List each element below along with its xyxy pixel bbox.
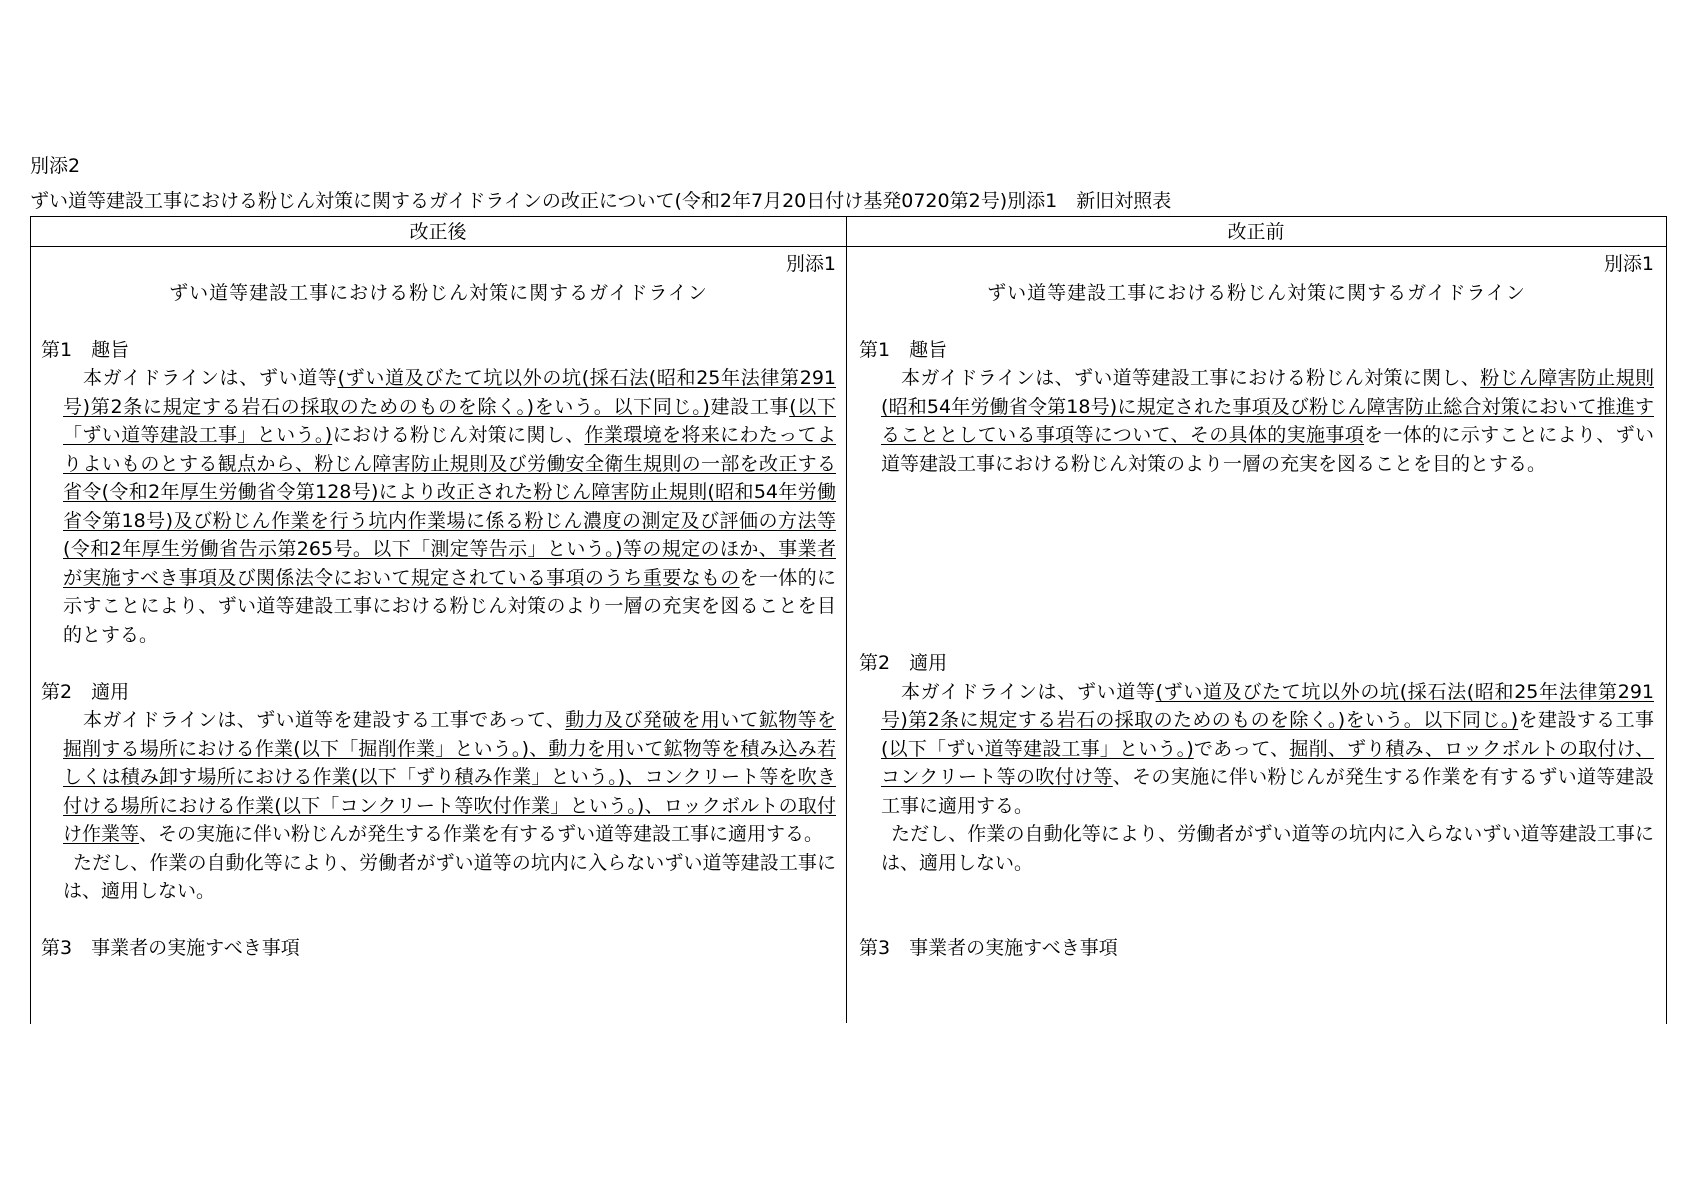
- guideline-title: ずい道等建設工事における粉じん対策に関するガイドライン: [169, 281, 708, 304]
- text-run: を建設する工事: [1518, 709, 1654, 731]
- text-run: 本ガイドラインは、ずい道等: [901, 680, 1156, 703]
- section-heading: 第3 事業者の実施すべき事項: [41, 937, 300, 959]
- section-heading: 第1 趣旨: [41, 338, 130, 361]
- text-run: を一体的に示すことにより、ずい道等建設工事における粉じん対策のより一層の充実を図ることを目的とする。: [881, 424, 1654, 475]
- document-title: ずい道等建設工事における粉じん対策に関するガイドラインの改正について(令和2年7月20日付け基発0720第2号)別添1 新旧対照表: [30, 190, 1172, 212]
- text-run: 、その実施に伴い粉じんが発生する作業を有するずい道等建設工事に適用する。: [881, 766, 1654, 817]
- attachment-label: 別添2: [30, 155, 81, 177]
- section-paragraph: [41, 706, 836, 849]
- text-run: であって、: [1193, 737, 1290, 760]
- text-run: を一体的に示すことにより、ずい道等建設工事における粉じん対策のより一層の充実を図ることを目的とする。: [63, 566, 836, 646]
- text-run: 本ガイドラインは、ずい道等建設工事における粉じん対策に関し、: [901, 367, 1481, 389]
- column-header-new: 改正後: [409, 221, 467, 243]
- header-divider: [30, 246, 1666, 247]
- amended-text: (以下「ずい道等建設工事」という。): [63, 395, 836, 446]
- amended-text: (以下「ずい道等建設工事」という。): [881, 737, 1194, 760]
- text-run: における粉じん対策に関し、: [332, 424, 585, 446]
- section-paragraph: [859, 364, 1654, 478]
- amended-text: 掘削、ずり積み、ロックボルトの取付け、コンクリート等の吹付け等: [881, 737, 1654, 788]
- attachment-number: 別添1: [1603, 253, 1654, 275]
- section-paragraph: ただし、作業の自動化等により、労働者がずい道等の坑内に入らないずい道等建設工事には、適用しない。: [63, 851, 836, 902]
- text-run: 本ガイドラインは、ずい道等を建設する工事であって、: [83, 709, 566, 731]
- amended-text: (ずい道及びたて坑以外の坑(採石法(昭和25年法律第291号)第2条に規定する岩石の採取のためのものを除く。)をいう。以下同じ。): [63, 367, 836, 418]
- section-paragraph: ただし、作業の自動化等により、労働者がずい道等の坑内に入らないずい道等建設工事には、適用しない。: [881, 823, 1654, 874]
- section-paragraph: [41, 364, 836, 649]
- attachment-number: 別添1: [785, 253, 836, 275]
- section-heading: 第3 事業者の実施すべき事項: [859, 937, 1118, 959]
- column-old: [859, 250, 1654, 963]
- section-heading: 第2 適用: [41, 680, 130, 703]
- section-heading: 第1 趣旨: [859, 338, 948, 361]
- column-divider: [846, 216, 847, 1023]
- guideline-title: ずい道等建設工事における粉じん対策に関するガイドライン: [987, 281, 1526, 304]
- column-new: [41, 250, 836, 963]
- amended-text: (ずい道及びたて坑以外の坑(採石法(昭和25年法律第291号)第2条に規定する岩石の採取のためのものを除く。)をいう。以下同じ。): [881, 680, 1654, 731]
- column-header-old: 改正前: [1227, 221, 1285, 243]
- text-run: 建設工事: [709, 395, 790, 418]
- amended-text: 作業環境を将来にわたってよりよいものとする観点から、粉じん障害防止規則及び労働安全衛生規則の一部を改正する省令(令和2年厚生労働省令第128号)により改正された粉じん障害防止規則(昭和54年労働省令第18号)及び粉じん作業を行う坑内作業場に係る粉じん濃度の測定及び評価の方法等(令和2年厚生労働省告示第265号。以下「測定等告示」という。)等の規定のほか、事業者が実施すべき事項及び関係法令において規定されている事項のうち重要なもの: [63, 424, 836, 589]
- text-run: 、その実施に伴い粉じんが発生する作業を有するずい道等建設工事に適用する。: [139, 823, 824, 845]
- section-paragraph: [859, 678, 1654, 821]
- section-heading: 第2 適用: [859, 652, 948, 674]
- text-run: 本ガイドラインは、ずい道等: [83, 367, 338, 389]
- amended-text: 粉じん障害防止規則(昭和54年労働省令第18号)に規定された事項及び粉じん障害防止総合対策において推進することとしている事項等について、その具体的実施事項: [881, 367, 1654, 446]
- amended-text: 動力及び発破を用いて鉱物等を掘削する場所における作業(以下「掘削作業」という。)、動力を用いて鉱物等を積み込み若しくは積み卸す場所における作業(以下「ずり積み作業」という。)、コンクリート等を吹き付ける場所における作業(以下「コンクリート等吹付作業」という。)、ロックボルトの取付け作業等: [63, 709, 836, 845]
